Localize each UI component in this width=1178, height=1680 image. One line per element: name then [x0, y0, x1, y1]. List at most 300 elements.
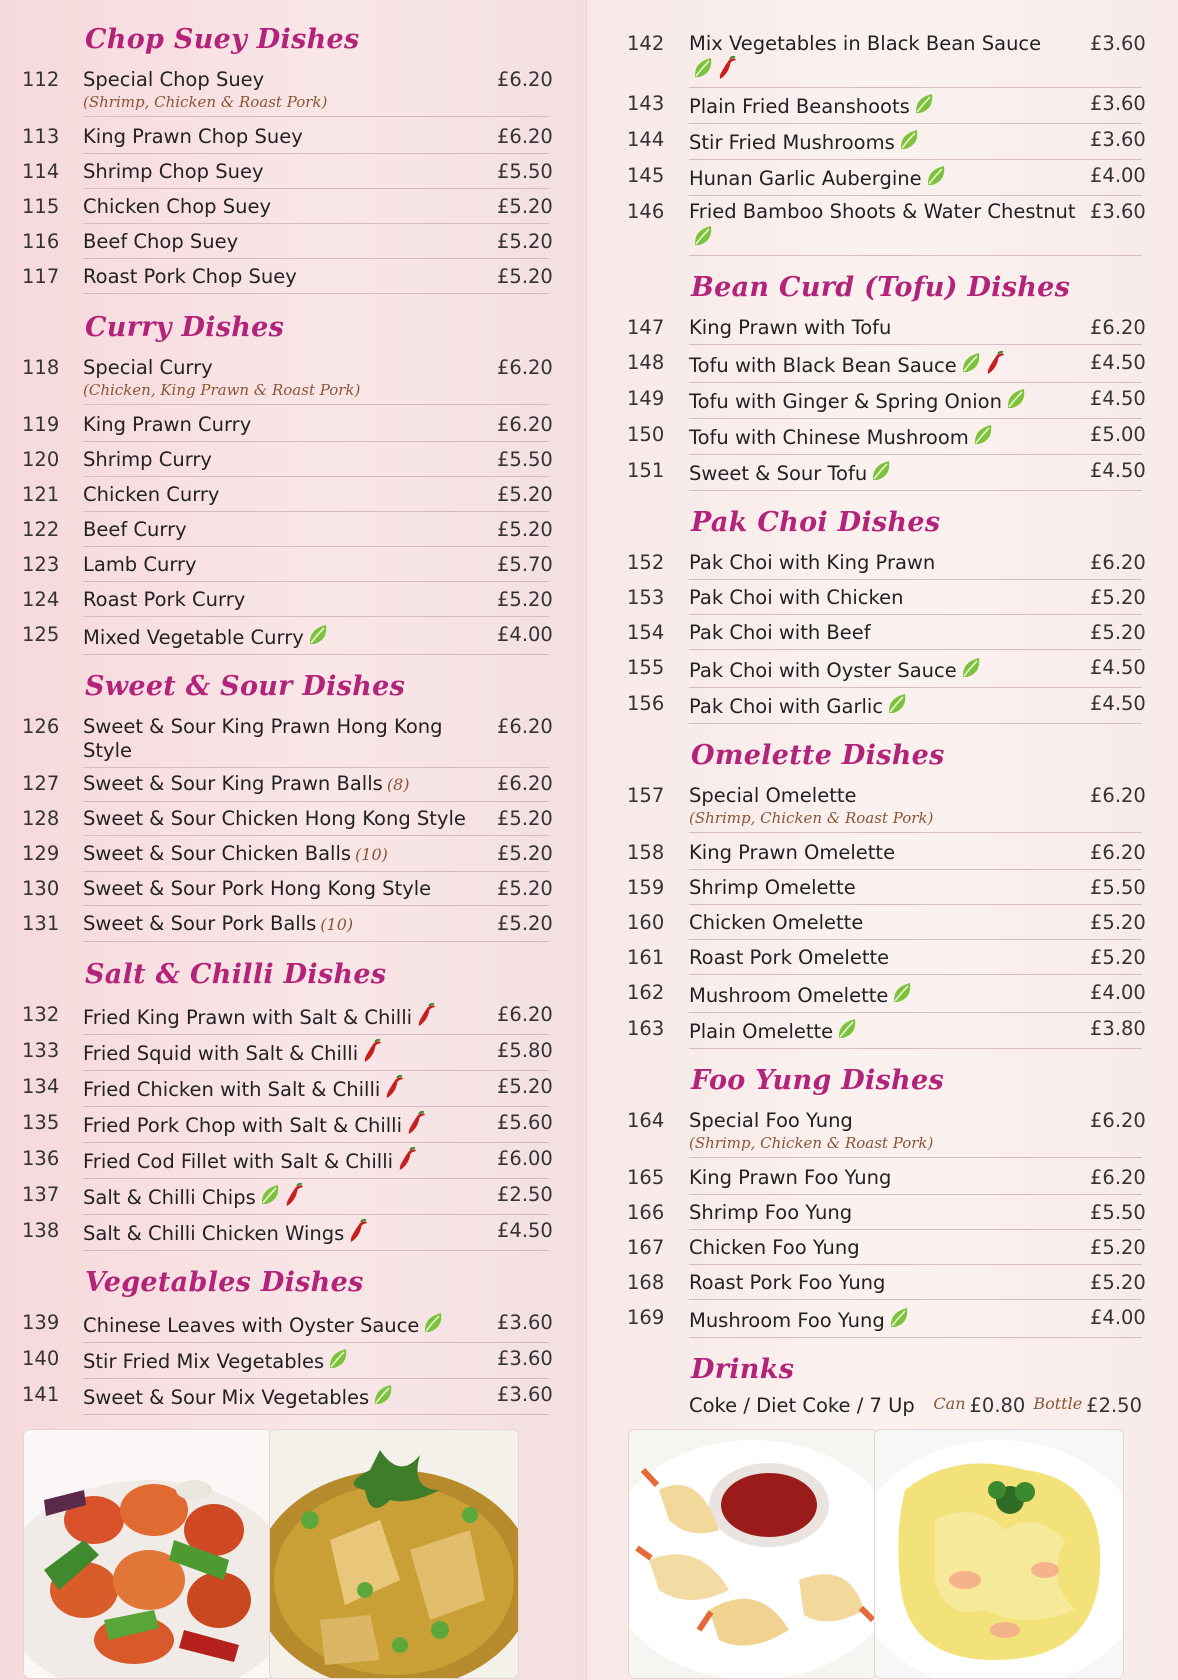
item-number: 124	[22, 588, 60, 611]
vegetarian-leaf-icon	[692, 56, 714, 80]
menu-item	[22, 803, 553, 838]
diet-icons	[383, 1075, 405, 1099]
item-name-wrap	[83, 1003, 497, 1030]
item-name-wrap	[689, 1166, 1090, 1190]
item-name-wrap	[83, 877, 497, 901]
item-price: £5.20	[497, 483, 553, 506]
spicy-chilli-icon	[716, 56, 738, 80]
item-number: 113	[22, 125, 60, 148]
item-body	[689, 1105, 1146, 1158]
menu-item	[627, 1162, 1146, 1197]
item-price: £3.60	[1090, 32, 1146, 55]
item-body	[689, 28, 1146, 88]
diet-icons	[405, 1111, 427, 1135]
item-price: £5.20	[1090, 586, 1146, 609]
item-name-wrap	[83, 230, 497, 254]
item-number: 151	[627, 459, 665, 482]
item-body	[83, 1143, 553, 1179]
item-number: 135	[22, 1111, 60, 1134]
menu-item	[22, 584, 553, 619]
menu-item	[22, 444, 553, 479]
item-number: 153	[627, 586, 665, 609]
menu-item	[627, 455, 1146, 491]
item-price: £4.50	[1090, 387, 1146, 410]
diet-icons	[307, 623, 329, 647]
item-price: £4.50	[1090, 351, 1146, 374]
item-body	[689, 907, 1146, 940]
item-number: 139	[22, 1311, 60, 1334]
item-name-wrap	[83, 912, 497, 937]
item-name-wrap	[83, 413, 497, 437]
item-name: Salt & Chilli Chicken Wings	[83, 1222, 345, 1245]
item-price: £5.20	[497, 807, 553, 830]
menu-item	[627, 942, 1146, 977]
item-name: Sweet & Sour Pork Balls	[83, 912, 317, 935]
item-name: Fried Pork Chop with Salt & Chilli	[83, 1114, 402, 1137]
item-name-wrap	[689, 841, 1090, 865]
vegetarian-leaf-icon	[327, 1347, 349, 1371]
diet-icons	[925, 164, 947, 188]
vegetarian-leaf-icon	[972, 423, 994, 447]
item-number: 167	[627, 1236, 665, 1259]
item-body	[83, 226, 553, 259]
item-number: 116	[22, 230, 60, 253]
item-price: £5.20	[497, 912, 553, 935]
item-price: £4.50	[1090, 656, 1146, 679]
item-number: 157	[627, 784, 665, 807]
item-name-wrap	[689, 586, 1090, 610]
item-price: £5.60	[497, 1111, 553, 1134]
item-number: 166	[627, 1201, 665, 1224]
menu-item	[627, 28, 1146, 88]
item-name: Plain Fried Beanshoots	[689, 95, 910, 118]
item-price: £6.20	[497, 356, 553, 379]
item-body	[83, 999, 553, 1035]
section-title: Drinks	[691, 1354, 795, 1385]
vegetarian-leaf-icon	[888, 1306, 910, 1330]
can-label: Can	[933, 1394, 966, 1413]
item-body	[83, 479, 553, 512]
item-name: Mixed Vegetable Curry	[83, 626, 304, 649]
item-name-wrap	[83, 518, 497, 542]
item-name: Sweet & Sour Chicken Balls	[83, 842, 352, 865]
item-name: Beef Chop Suey	[83, 230, 239, 253]
menu-section	[627, 505, 1146, 724]
menu-section	[22, 1265, 553, 1415]
item-name-wrap	[689, 656, 1090, 683]
item-name-wrap	[83, 483, 497, 507]
item-price: £5.20	[497, 877, 553, 900]
item-body	[83, 873, 553, 906]
menu-item	[627, 383, 1146, 419]
right-photos	[589, 1430, 1178, 1680]
diet-icons	[888, 1306, 910, 1330]
item-name: Fried Chicken with Salt & Chilli	[83, 1078, 381, 1101]
item-body	[689, 347, 1146, 383]
right-column	[589, 0, 1178, 1680]
item-number: 118	[22, 356, 60, 379]
item-name: Stir Fried Mix Vegetables	[83, 1350, 325, 1373]
item-name-wrap	[689, 1201, 1090, 1225]
item-price: £4.50	[497, 1219, 553, 1242]
menu-item	[22, 1343, 553, 1379]
item-number: 131	[22, 912, 60, 935]
menu-section	[627, 270, 1146, 491]
drink-name: Coke / Diet Coke / 7 Up	[689, 1394, 915, 1417]
menu-item	[627, 977, 1146, 1013]
item-number: 162	[627, 981, 665, 1004]
item-price: £5.20	[1090, 1271, 1146, 1294]
item-name-wrap	[689, 946, 1090, 970]
item-number: 158	[627, 841, 665, 864]
item-name-wrap	[83, 1039, 497, 1066]
menu-item	[22, 1379, 553, 1415]
item-name: Tofu with Chinese Mushroom	[689, 426, 969, 449]
item-name: Roast Pork Foo Yung	[689, 1271, 886, 1294]
item-name: Beef Curry	[83, 518, 187, 541]
item-price: £5.50	[497, 160, 553, 183]
diet-icons	[960, 351, 1006, 375]
item-body	[689, 582, 1146, 615]
item-name: Sweet & Sour King Prawn Hong Kong Style	[83, 715, 443, 762]
bottle-label: Bottle	[1033, 1394, 1083, 1413]
menu-section	[627, 28, 1146, 256]
item-number: 156	[627, 692, 665, 715]
item-number: 169	[627, 1306, 665, 1329]
vegetarian-leaf-icon	[307, 623, 329, 647]
item-number: 136	[22, 1147, 60, 1170]
item-name: Stir Fried Mushrooms	[689, 131, 895, 154]
menu-item	[22, 64, 553, 121]
item-price: £3.60	[497, 1383, 553, 1406]
menu-item	[22, 999, 553, 1035]
diet-icons	[898, 128, 920, 152]
item-price: £3.60	[1090, 200, 1146, 223]
item-price: £6.20	[497, 413, 553, 436]
item-number: 161	[627, 946, 665, 969]
item-price: £6.00	[497, 1147, 553, 1170]
item-name-wrap	[83, 356, 497, 400]
item-price: £4.00	[497, 623, 553, 646]
diet-icons	[422, 1311, 444, 1335]
item-price: £4.00	[1090, 1306, 1146, 1329]
item-name-wrap	[689, 1017, 1090, 1044]
menu-item	[627, 652, 1146, 688]
item-name-wrap	[83, 68, 497, 112]
diet-icons	[870, 459, 892, 483]
item-name: Fried Cod Fillet with Salt & Chilli	[83, 1150, 394, 1173]
item-body	[689, 872, 1146, 905]
item-body	[689, 88, 1146, 124]
menu-item	[22, 409, 553, 444]
item-body	[689, 652, 1146, 688]
menu-section	[22, 669, 553, 943]
vegetarian-leaf-icon	[886, 692, 908, 716]
menu-item	[22, 514, 553, 549]
item-body	[689, 196, 1146, 256]
menu-item	[22, 1143, 553, 1179]
item-name: Fried Squid with Salt & Chilli	[83, 1042, 359, 1065]
item-name-wrap	[83, 448, 497, 472]
vegetarian-leaf-icon	[898, 128, 920, 152]
item-name: Chicken Omelette	[689, 911, 864, 934]
item-name-wrap	[83, 588, 497, 612]
item-name-wrap	[83, 807, 497, 831]
vegetarian-leaf-icon	[960, 351, 982, 375]
item-body	[689, 942, 1146, 975]
item-number: 123	[22, 553, 60, 576]
diet-icons	[415, 1003, 437, 1027]
spicy-chilli-icon	[396, 1147, 418, 1171]
vegetarian-leaf-icon	[372, 1383, 394, 1407]
item-price: £4.00	[1090, 981, 1146, 1004]
item-body	[83, 261, 553, 294]
item-name: Pak Choi with Beef	[689, 621, 871, 644]
diet-icons	[327, 1347, 349, 1371]
item-name-wrap	[83, 1347, 497, 1374]
spicy-chilli-icon	[405, 1111, 427, 1135]
item-name: Plain Omelette	[689, 1020, 834, 1043]
item-quantity: (8)	[386, 775, 410, 794]
menu-item	[22, 838, 553, 873]
item-number: 143	[627, 92, 665, 115]
item-price: £6.20	[1090, 316, 1146, 339]
item-name-wrap	[83, 1111, 497, 1138]
item-name: Special Foo Yung	[689, 1109, 853, 1132]
item-body	[83, 191, 553, 224]
item-number: 154	[627, 621, 665, 644]
item-name: Sweet & Sour Mix Vegetables	[83, 1386, 370, 1409]
diet-icons	[372, 1383, 394, 1407]
drinks-section	[627, 1352, 1142, 1417]
item-name: Pak Choi with Chicken	[689, 586, 904, 609]
item-price: £4.50	[1090, 459, 1146, 482]
item-price: £6.20	[497, 772, 553, 795]
item-body	[83, 409, 553, 442]
item-name-wrap	[83, 715, 497, 763]
item-body	[83, 908, 553, 942]
item-body	[689, 617, 1146, 650]
item-name-wrap	[83, 1219, 497, 1246]
item-body	[689, 1232, 1146, 1265]
item-name: Tofu with Black Bean Sauce	[689, 354, 957, 377]
item-name: Chicken Foo Yung	[689, 1236, 860, 1259]
section-title: Sweet & Sour Dishes	[85, 671, 406, 702]
item-name-wrap	[689, 423, 1090, 450]
item-number: 155	[627, 656, 665, 679]
item-name-wrap	[83, 772, 497, 797]
item-description: (Shrimp, Chicken & Roast Pork)	[83, 93, 328, 111]
item-quantity: (10)	[320, 915, 354, 934]
item-price: £3.60	[1090, 128, 1146, 151]
item-body	[83, 711, 553, 768]
item-price: £3.60	[1090, 92, 1146, 115]
diet-icons	[396, 1147, 418, 1171]
item-name-wrap	[83, 1311, 497, 1338]
item-body	[83, 1179, 553, 1215]
item-name: Roast Pork Curry	[83, 588, 246, 611]
menu-section	[22, 22, 553, 296]
item-name: Mix Vegetables in Black Bean Sauce	[689, 32, 1042, 55]
menu-item	[22, 1035, 553, 1071]
item-name: Sweet & Sour Tofu	[689, 462, 868, 485]
item-body	[689, 1162, 1146, 1195]
item-number: 160	[627, 911, 665, 934]
item-name: Fried King Prawn with Salt & Chilli	[83, 1006, 413, 1029]
item-price: £5.20	[497, 230, 553, 253]
menu-item	[22, 1215, 553, 1251]
item-price: £3.80	[1090, 1017, 1146, 1040]
item-name-wrap	[689, 459, 1090, 486]
vegetarian-leaf-icon	[692, 224, 714, 248]
item-number: 142	[627, 32, 665, 55]
item-name-wrap	[689, 1306, 1090, 1333]
menu-item	[22, 352, 553, 409]
item-name-wrap	[689, 164, 1090, 191]
item-name-wrap	[689, 128, 1090, 155]
item-quantity: (10)	[355, 845, 388, 864]
item-name-wrap	[83, 265, 497, 289]
item-number: 145	[627, 164, 665, 187]
item-body	[83, 1215, 553, 1251]
item-name: Shrimp Chop Suey	[83, 160, 264, 183]
item-price: £3.60	[497, 1347, 553, 1370]
menu-item	[22, 1179, 553, 1215]
diet-icons	[347, 1219, 369, 1243]
item-name: Sweet & Sour Chicken Hong Kong Style	[83, 807, 466, 830]
item-name: Sweet & Sour Pork Hong Kong Style	[83, 877, 432, 900]
vegetarian-leaf-icon	[836, 1017, 858, 1041]
item-name-wrap	[83, 195, 497, 219]
item-number: 128	[22, 807, 60, 830]
menu-section	[627, 738, 1146, 1049]
item-name: King Prawn Foo Yung	[689, 1166, 892, 1189]
item-body	[83, 1107, 553, 1143]
item-body	[83, 803, 553, 836]
spicy-chilli-icon	[361, 1039, 383, 1063]
item-body	[689, 455, 1146, 491]
item-price: £5.20	[1090, 946, 1146, 969]
menu-item	[627, 907, 1146, 942]
item-number: 114	[22, 160, 60, 183]
item-name: Hunan Garlic Aubergine	[689, 167, 922, 190]
menu-item	[627, 1105, 1146, 1162]
item-name-wrap	[83, 842, 497, 867]
diet-icons	[259, 1183, 305, 1207]
section-title: Omelette Dishes	[691, 740, 945, 771]
item-number: 146	[627, 200, 665, 223]
menu-item	[22, 768, 553, 803]
diet-icons	[960, 656, 982, 680]
item-name: Mushroom Foo Yung	[689, 1309, 885, 1332]
item-name: Mushroom Omelette	[689, 984, 889, 1007]
section-title: Pak Choi Dishes	[691, 507, 941, 538]
menu-item	[627, 780, 1146, 837]
menu-item	[22, 1107, 553, 1143]
item-body	[83, 584, 553, 617]
item-name-wrap	[689, 200, 1090, 251]
spicy-chilli-icon	[283, 1183, 305, 1207]
item-body	[689, 688, 1146, 724]
menu-item	[627, 1267, 1146, 1302]
menu-item	[627, 312, 1146, 347]
item-price: £5.20	[1090, 911, 1146, 934]
drink-item	[627, 1394, 1142, 1417]
item-body	[83, 768, 553, 802]
section-title: Chop Suey Dishes	[85, 24, 360, 55]
item-body	[83, 121, 553, 154]
vegetarian-leaf-icon	[960, 656, 982, 680]
vegetarian-leaf-icon	[925, 164, 947, 188]
item-body	[83, 619, 553, 655]
item-number: 119	[22, 413, 60, 436]
item-number: 165	[627, 1166, 665, 1189]
item-price: £6.20	[497, 68, 553, 91]
menu-item	[627, 88, 1146, 124]
vegetarian-leaf-icon	[259, 1183, 281, 1207]
diet-icons	[891, 981, 913, 1005]
item-number: 134	[22, 1075, 60, 1098]
item-name: Roast Pork Omelette	[689, 946, 890, 969]
item-price: £5.00	[1090, 423, 1146, 446]
item-name-wrap	[689, 876, 1090, 900]
item-body	[83, 838, 553, 872]
item-name-wrap	[689, 981, 1090, 1008]
vegetarian-leaf-icon	[1005, 387, 1027, 411]
menu-section	[627, 1063, 1146, 1338]
item-name-wrap	[689, 316, 1090, 340]
section-title: Salt & Chilli Dishes	[85, 959, 387, 990]
item-name-wrap	[83, 623, 497, 650]
item-body	[689, 977, 1146, 1013]
item-name: King Prawn Chop Suey	[83, 125, 303, 148]
item-body	[83, 444, 553, 477]
item-name: Lamb Curry	[83, 553, 197, 576]
item-body	[689, 547, 1146, 580]
item-number: 163	[627, 1017, 665, 1040]
vegetarian-leaf-icon	[422, 1311, 444, 1335]
item-name: King Prawn Omelette	[689, 841, 896, 864]
item-price: £6.20	[1090, 784, 1146, 807]
item-body	[83, 1307, 553, 1343]
item-number: 115	[22, 195, 60, 218]
item-number: 150	[627, 423, 665, 446]
item-number: 164	[627, 1109, 665, 1132]
item-body	[689, 1013, 1146, 1049]
item-number: 159	[627, 876, 665, 899]
item-price: £5.20	[497, 1075, 553, 1098]
menu-item	[627, 1302, 1146, 1338]
item-price: £5.20	[497, 518, 553, 541]
item-name-wrap	[689, 784, 1090, 828]
diet-icons	[972, 423, 994, 447]
item-body	[83, 1035, 553, 1071]
item-body	[83, 156, 553, 189]
item-number: 168	[627, 1271, 665, 1294]
item-name: Roast Pork Chop Suey	[83, 265, 297, 288]
item-body	[83, 514, 553, 547]
menu-item	[627, 547, 1146, 582]
diet-icons	[1005, 387, 1027, 411]
menu-item	[627, 160, 1146, 196]
item-name: Pak Choi with Oyster Sauce	[689, 659, 957, 682]
item-body	[83, 352, 553, 405]
item-number: 149	[627, 387, 665, 410]
item-price: £5.20	[1090, 1236, 1146, 1259]
item-price: £5.20	[497, 195, 553, 218]
item-name: Sweet & Sour King Prawn Balls	[83, 772, 383, 795]
item-body	[689, 1197, 1146, 1230]
